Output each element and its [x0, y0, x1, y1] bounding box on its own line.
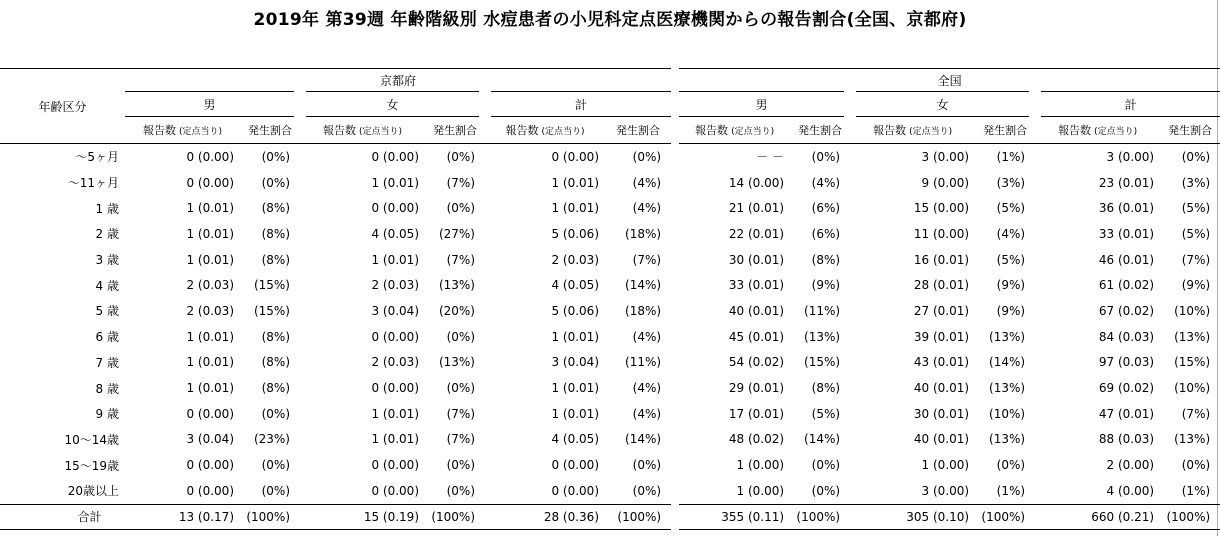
- region-header-national: 全国: [675, 69, 1220, 92]
- report-count-cell: 1 (0.01): [186, 355, 234, 370]
- ratio-cell: (8%): [261, 329, 290, 344]
- report-count-cell: 14 (0.00): [675, 170, 790, 196]
- ratio-cell: (100%): [425, 504, 485, 529]
- age-group-label: 年齢区分: [38, 99, 87, 114]
- age-group-cell: 4 歳: [95, 278, 119, 293]
- report-count-cell: 46 (0.01): [1098, 252, 1155, 267]
- report-count-cell: 4 (0.05): [551, 278, 599, 293]
- ratio-cell: (6%): [811, 226, 841, 241]
- sex-header-kyoto-female: 女: [300, 92, 485, 117]
- report-count-cell: 1 (0.01): [551, 175, 599, 190]
- report-count-cell: 1 (0.01): [371, 432, 419, 447]
- sex-header-national-female: 女: [850, 92, 1035, 117]
- report-count-cell: 40 (0.01): [913, 432, 970, 447]
- report-count-cell: 1 (0.01): [551, 329, 599, 344]
- report-count-cell: 29 (0.01): [675, 375, 790, 401]
- ratio-cell: (18%): [625, 303, 662, 318]
- report-count-cell: 47 (0.01): [1098, 406, 1155, 421]
- ratio-cell: (0%): [446, 483, 475, 498]
- age-group-cell: ～5ヶ月: [75, 150, 119, 165]
- ratio-cell: (8%): [261, 355, 290, 370]
- ratio-cell: (100%): [240, 504, 300, 529]
- ratio-cell: (11%): [625, 355, 662, 370]
- age-group-cell: 7 歳: [95, 355, 119, 370]
- report-count-cell: 0 (0.00): [186, 483, 234, 498]
- ratio-cell: (0%): [261, 458, 290, 473]
- ratio-cell: (8%): [261, 201, 290, 216]
- report-count-cell: 1 (0.00): [675, 452, 790, 478]
- ratio-cell: (100%): [975, 504, 1035, 529]
- ratio-cell: (5%): [996, 252, 1026, 267]
- report-count-cell: 3 (0.00): [921, 149, 970, 164]
- count-column-header: [485, 117, 605, 144]
- ratio-cell: (0%): [996, 458, 1026, 473]
- count-column-header: [675, 117, 790, 144]
- total-label: 合計: [0, 504, 125, 529]
- ratio-cell: (0%): [261, 175, 290, 190]
- count-label: 報告数: [873, 124, 907, 137]
- age-group-cell: 8 歳: [95, 381, 119, 396]
- report-count-cell: 3 (0.04): [186, 432, 234, 447]
- ratio-cell: (15%): [253, 303, 290, 318]
- ratio-cell: (0%): [632, 458, 662, 473]
- report-count-cell: 1 (0.01): [371, 175, 419, 190]
- ratio-cell: (20%): [438, 303, 475, 318]
- ratio-cell: (0%): [446, 381, 475, 396]
- ratio-cell: (10%): [989, 406, 1026, 421]
- report-count-cell: 45 (0.01): [675, 324, 790, 350]
- ratio-cell: (0%): [1181, 149, 1211, 164]
- table-row: [0, 427, 1220, 453]
- ratio-cell: (0%): [261, 149, 290, 164]
- report-count-cell: 21 (0.01): [675, 195, 790, 221]
- count-label: 報告数: [695, 124, 729, 137]
- ratio-cell: (15%): [253, 278, 290, 293]
- ratio-cell: (7%): [632, 252, 662, 267]
- ratio-cell: (0%): [1181, 458, 1211, 473]
- report-count-cell: 67 (0.02): [1098, 303, 1155, 318]
- table-body: [0, 144, 1220, 530]
- report-count-cell: 1 (0.01): [551, 201, 599, 216]
- ratio-cell: (0%): [632, 149, 662, 164]
- ratio-cell: (8%): [261, 226, 290, 241]
- per-sentinel-label: (定点当り): [358, 127, 403, 137]
- report-count-cell: 1 (0.01): [186, 329, 234, 344]
- report-count-cell: 0 (0.00): [371, 483, 419, 498]
- ratio-cell: (23%): [253, 432, 290, 447]
- ratio-cell: (27%): [438, 226, 475, 241]
- report-count-cell: 0 (0.00): [551, 483, 599, 498]
- report-count-cell: 3 (0.04): [371, 303, 419, 318]
- report-count-cell: 2 (0.03): [371, 355, 419, 370]
- age-group-cell: 3 歳: [95, 253, 119, 268]
- per-sentinel-label: (定点当り): [178, 127, 223, 137]
- report-count-cell: 0 (0.00): [371, 458, 419, 473]
- report-count-cell: 1 (0.00): [921, 458, 970, 473]
- ratio-cell: (0%): [632, 483, 662, 498]
- ratio-cell: (7%): [1181, 252, 1211, 267]
- ratio-cell: (7%): [446, 175, 475, 190]
- ratio-cell: (0%): [446, 458, 475, 473]
- report-title: 2019年 第39週 年齢階級別 水痘患者の小児科定点医療機関からの報告割合(全国、京都府): [253, 10, 967, 30]
- ratio-cell: (13%): [989, 381, 1026, 396]
- report-count-cell: 28 (0.36): [485, 504, 605, 529]
- count-column-header: [300, 117, 425, 144]
- report-count-cell: 1 (0.01): [186, 252, 234, 267]
- ratio-cell: (4%): [632, 329, 662, 344]
- report-count-cell: 0 (0.00): [186, 175, 234, 190]
- count-column-header: [850, 117, 975, 144]
- ratio-cell: (6%): [811, 201, 841, 216]
- count-label: 報告数: [1058, 124, 1092, 137]
- report-count-cell: 4 (0.05): [551, 432, 599, 447]
- report-count-cell: 2 (0.00): [1106, 458, 1155, 473]
- report-count-cell: 84 (0.03): [1098, 329, 1155, 344]
- ratio-cell: (13%): [438, 355, 475, 370]
- report-count-cell: 1 (0.00): [675, 478, 790, 504]
- report-count-cell: 2 (0.03): [186, 278, 234, 293]
- report-count-cell: 5 (0.06): [551, 303, 599, 318]
- ratio-cell: (15%): [804, 355, 841, 370]
- report-count-cell: 61 (0.02): [1098, 278, 1155, 293]
- report-count-cell: 30 (0.01): [913, 406, 970, 421]
- report-count-cell: 69 (0.02): [1098, 381, 1155, 396]
- report-count-cell: 2 (0.03): [371, 278, 419, 293]
- ratio-column-header: 発生割合: [790, 117, 850, 144]
- table-row: [0, 195, 1220, 221]
- ratio-cell: (4%): [811, 175, 841, 190]
- report-count-cell: 15 (0.00): [913, 201, 970, 216]
- ratio-cell: (13%): [989, 329, 1026, 344]
- per-sentinel-label: (定点当り): [909, 127, 953, 137]
- report-count-cell: 0 (0.00): [186, 406, 234, 421]
- count-label: 報告数: [505, 124, 539, 137]
- ratio-column-header: 発生割合: [1160, 117, 1220, 144]
- ratio-cell: (7%): [1181, 406, 1211, 421]
- report-count-cell: 1 (0.01): [186, 381, 234, 396]
- report-count-cell: 15 (0.19): [300, 504, 425, 529]
- ratio-column-header: 発生割合: [425, 117, 485, 144]
- age-group-cell: 9 歳: [95, 407, 119, 422]
- ratio-cell: (5%): [996, 201, 1026, 216]
- report-count-cell: 28 (0.01): [913, 278, 970, 293]
- report-count-cell: 43 (0.01): [913, 355, 970, 370]
- report-count-cell: 0 (0.00): [371, 381, 419, 396]
- report-count-cell: 16 (0.01): [913, 252, 970, 267]
- ratio-cell: (13%): [804, 329, 841, 344]
- table-row: [0, 324, 1220, 350]
- report-count-cell: 5 (0.06): [551, 226, 599, 241]
- ratio-cell: (9%): [996, 278, 1026, 293]
- report-count-cell: 27 (0.01): [913, 303, 970, 318]
- table-row: [0, 272, 1220, 298]
- table-row: [0, 298, 1220, 324]
- report-count-cell: 1 (0.01): [371, 252, 419, 267]
- report-count-cell: 88 (0.03): [1098, 432, 1155, 447]
- report-count-cell: 22 (0.01): [675, 221, 790, 247]
- age-group-header: [0, 69, 125, 117]
- table-row: [0, 247, 1220, 273]
- report-count-cell: 33 (0.01): [1098, 226, 1155, 241]
- sex-header-kyoto-total: 計: [485, 92, 675, 117]
- ratio-cell: (4%): [632, 406, 662, 421]
- ratio-cell: (100%): [790, 504, 850, 529]
- ratio-cell: (4%): [632, 175, 662, 190]
- ratio-cell: (4%): [632, 201, 662, 216]
- report-count-cell: 3 (0.04): [551, 355, 599, 370]
- ratio-cell: (15%): [1174, 355, 1211, 370]
- ratio-cell: (0%): [811, 149, 841, 164]
- age-group-cell: 6 歳: [95, 330, 119, 345]
- report-count-cell: 0 (0.00): [186, 458, 234, 473]
- ratio-cell: (1%): [1181, 483, 1211, 498]
- per-sentinel-label: (定点当り): [541, 127, 585, 137]
- report-count-cell: 4 (0.05): [371, 226, 419, 241]
- ratio-cell: (18%): [625, 226, 662, 241]
- count-column-header: [1035, 117, 1160, 144]
- report-count-cell: 0 (0.00): [371, 329, 419, 344]
- ratio-cell: (4%): [632, 381, 662, 396]
- report-count-cell: 48 (0.02): [675, 427, 790, 453]
- report-count-cell: 23 (0.01): [1098, 175, 1155, 190]
- ratio-cell: (5%): [811, 406, 841, 421]
- age-group-cell: ～11ヶ月: [67, 176, 119, 191]
- ratio-cell: (0%): [446, 201, 475, 216]
- count-column-header: [125, 117, 240, 144]
- report-count-cell: 4 (0.00): [1106, 483, 1155, 498]
- sex-header-kyoto-male: 男: [125, 92, 300, 117]
- ratio-cell: (1%): [996, 149, 1026, 164]
- table-row: [0, 401, 1220, 427]
- ratio-cell: (0%): [811, 458, 841, 473]
- ratio-cell: (1%): [996, 483, 1026, 498]
- report-count-cell: 2 (0.03): [186, 303, 234, 318]
- report-count-cell: 3 (0.00): [1106, 149, 1155, 164]
- ratio-cell: (13%): [1174, 432, 1211, 447]
- report-count-cell: 0 (0.00): [551, 458, 599, 473]
- table-row: [0, 144, 1220, 170]
- column-header-row: [0, 117, 1220, 144]
- report-count-cell: 39 (0.01): [913, 329, 970, 344]
- ratio-cell: (13%): [1174, 329, 1211, 344]
- report-count-cell: 40 (0.01): [675, 298, 790, 324]
- report-count-cell: 11 (0.00): [913, 226, 970, 241]
- report-count-cell: 30 (0.01): [675, 247, 790, 273]
- ratio-cell: (4%): [996, 226, 1026, 241]
- report-count-cell: 33 (0.01): [675, 272, 790, 298]
- ratio-cell: (0%): [446, 329, 475, 344]
- report-count-cell: 660 (0.21): [1035, 504, 1160, 529]
- report-count-cell: 17 (0.01): [675, 401, 790, 427]
- ratio-cell: (100%): [1160, 504, 1220, 529]
- ratio-cell: (5%): [1181, 201, 1211, 216]
- ratio-cell: (7%): [446, 406, 475, 421]
- report-count-cell: 1 (0.01): [551, 381, 599, 396]
- table-row: [0, 452, 1220, 478]
- region-header-row: [0, 69, 1220, 92]
- count-label: 報告数: [322, 124, 356, 137]
- report-count-cell: 0 (0.00): [371, 201, 419, 216]
- age-group-cell: 20歳以上: [67, 484, 119, 499]
- ratio-cell: (14%): [989, 355, 1026, 370]
- report-table: [0, 68, 1220, 530]
- ratio-cell: (11%): [804, 303, 841, 318]
- report-count-cell: 1 (0.01): [186, 201, 234, 216]
- ratio-cell: (9%): [996, 303, 1026, 318]
- age-group-cell: 10～14歳: [64, 432, 119, 447]
- report-count-cell: 9 (0.00): [921, 175, 970, 190]
- report-count-cell: 2 (0.03): [551, 252, 599, 267]
- table-row: [0, 478, 1220, 504]
- table-row: [0, 170, 1220, 196]
- ratio-cell: (9%): [1181, 278, 1211, 293]
- per-sentinel-label: (定点当り): [731, 127, 775, 137]
- ratio-cell: (8%): [811, 252, 841, 267]
- ratio-cell: (7%): [446, 432, 475, 447]
- ratio-cell: (10%): [1174, 303, 1211, 318]
- ratio-cell: (0%): [446, 149, 475, 164]
- ratio-cell: (13%): [438, 278, 475, 293]
- ratio-column-header: 発生割合: [605, 117, 675, 144]
- report-count-cell: 1 (0.01): [551, 406, 599, 421]
- ratio-cell: (9%): [811, 278, 841, 293]
- ratio-cell: (13%): [989, 432, 1026, 447]
- report-count-cell: 0 (0.00): [371, 149, 419, 164]
- report-count-cell: 36 (0.01): [1098, 201, 1155, 216]
- ratio-column-header: 発生割合: [240, 117, 300, 144]
- table-row: [0, 375, 1220, 401]
- ratio-cell: (14%): [625, 278, 662, 293]
- report-count-cell: 97 (0.03): [1098, 355, 1155, 370]
- ratio-cell: (100%): [605, 504, 675, 529]
- report-count-cell: － －: [675, 144, 790, 170]
- ratio-cell: (0%): [811, 483, 841, 498]
- region-header-kyoto: 京都府: [125, 69, 675, 92]
- ratio-cell: (10%): [1174, 381, 1211, 396]
- report-count-cell: 0 (0.00): [551, 149, 599, 164]
- ratio-cell: (8%): [261, 381, 290, 396]
- age-header-spacer: [0, 117, 125, 144]
- total-row: [0, 504, 1220, 529]
- report-count-cell: 3 (0.00): [921, 483, 970, 498]
- ratio-cell: (0%): [261, 483, 290, 498]
- ratio-cell: (8%): [811, 381, 841, 396]
- per-sentinel-label: (定点当り): [1094, 127, 1138, 137]
- report-count-cell: 0 (0.00): [186, 149, 234, 164]
- report-count-cell: 305 (0.10): [850, 504, 975, 529]
- ratio-cell: (3%): [1181, 175, 1211, 190]
- sex-header-row: [0, 92, 1220, 117]
- ratio-column-header: 発生割合: [975, 117, 1035, 144]
- ratio-cell: (7%): [446, 252, 475, 267]
- ratio-cell: (14%): [804, 432, 841, 447]
- table-row: [0, 221, 1220, 247]
- count-label: 報告数: [142, 124, 176, 137]
- report-count-cell: 40 (0.01): [913, 381, 970, 396]
- ratio-cell: (3%): [996, 175, 1026, 190]
- age-group-cell: 2 歳: [95, 227, 119, 242]
- report-count-cell: 54 (0.02): [675, 350, 790, 376]
- age-group-cell: 5 歳: [95, 304, 119, 319]
- report-count-cell: 1 (0.01): [186, 226, 234, 241]
- ratio-cell: (0%): [261, 406, 290, 421]
- sex-header-national-male: 男: [675, 92, 850, 117]
- ratio-cell: (5%): [1181, 226, 1211, 241]
- ratio-cell: (8%): [261, 252, 290, 267]
- report-count-cell: 355 (0.11): [675, 504, 790, 529]
- age-group-cell: 15～19歳: [64, 458, 119, 473]
- ratio-cell: (14%): [625, 432, 662, 447]
- table-row: [0, 350, 1220, 376]
- age-group-cell: 1 歳: [95, 201, 119, 216]
- report-count-cell: 13 (0.17): [125, 504, 240, 529]
- sex-header-national-total: 計: [1035, 92, 1220, 117]
- report-count-cell: 1 (0.01): [371, 406, 419, 421]
